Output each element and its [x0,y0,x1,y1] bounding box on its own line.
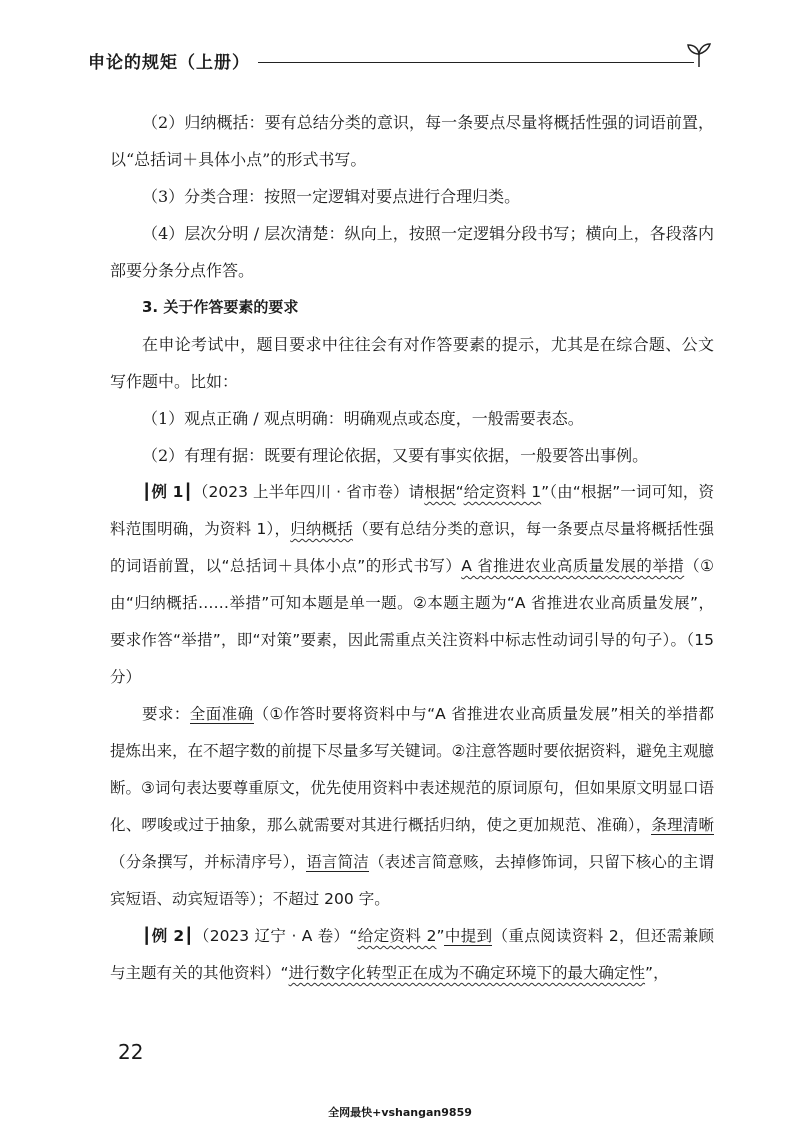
point-1: （1）观点正确 / 观点明确：明确观点或态度，一般需要表态。 [142,409,584,428]
keyword-material-2: 给定资料 2 [357,927,437,945]
req-clear: 条理清晰 [651,816,714,834]
example-1-tag: ┃例 1┃ [142,483,193,501]
example-2-source: （2023 辽宁 · A 卷）“ [193,927,358,945]
example-1-requirements [110,696,714,918]
text-fragment: （重点阅读资料 2，但还需兼顾与主题有关的其他资料）“ [110,927,714,982]
text-fragment: “ [455,483,464,501]
example-1-source: （2023 上半年四川 · 省市卷）请 [192,483,425,501]
requirements-label: 要求： [142,705,190,723]
keyword-summarize: 归纳概括 [290,520,354,538]
item-3: （3）分类合理：按照一定逻辑对要点进行合理归类。 [142,187,521,206]
page-number: 22 [118,1040,144,1064]
req-accurate: 全面准确 [189,705,254,723]
running-header [88,42,712,78]
header-rule [258,62,694,63]
text-fragment: （要有总结分类的意识，每一条要点尽量将概括性强的词语前置，以“总括词＋具体小点”的形式书写） [110,520,714,575]
sprout-icon [686,42,712,68]
keyword-genju: 根据 [424,483,456,501]
text-fragment: ”， [645,964,669,982]
item-2: （2）归纳概括：要有总结分类的意识，每一条要点尽量将概括性强的词语前置，以“总括词＋具体小点”的形式书写。 [110,113,714,169]
text-fragment: （表述言简意赅，去掉修饰词，只留下核心的主谓宾短语、动宾短语等）；不超过 200 字。 [110,853,714,908]
keyword-mentioned: 中提到 [444,927,493,945]
point-2: （2）有理有据：既要有理论依据，又要有事实依据，一般要答出事例。 [142,446,649,465]
text-fragment: （①由“归纳概括……举措”可知本题是单一题。②本题主题为“A 省推进农业高质量发展”，要求作答“举措”，即“对策”要素，因此需重点关注资料中标志性动词引导的句子）。（15 分） [110,557,714,686]
page-body [110,104,714,992]
section-heading: 3. 关于作答要素的要求 [142,298,299,316]
book-title: 申论的规矩（上册） [88,53,250,73]
example-2 [110,918,714,992]
footer-watermark: 全网最快+vshangan9859 [328,1106,472,1119]
text-fragment: ”（由“根据”一词可知，资料范围明确，为资料 1）， [110,483,714,538]
keyword-digital: 进行数字化转型正在成为不确定环境下的最大确定性 [288,964,646,982]
text-fragment: （分条撰写，并标清序号）， [110,853,307,871]
keyword-material: 给定资料 1 [463,483,542,501]
item-4: （4）层次分明 / 层次清楚：纵向上，按照一定逻辑分段书写；横向上，各段落内部要分条分点作答。 [110,224,714,280]
text-fragment: （①作答时要将资料中与“A 省推进农业高质量发展”相关的举措都提炼出来，在不超字数的前提下尽量多写关键词。②注意答题时要依据资料，避免主观臆断。③词句表达要尊重原文，优先使用资料中表述规范的原词原句，但如果原文明显口语化、啰唆或过于抽象，那么就需要对其进行概括归纳，使之更加规范、准确）， [110,705,714,834]
keyword-measures: A 省推进农业高质量发展的举措 [461,557,685,575]
section-intro: 在申论考试中，题目要求中往往会有对作答要素的提示，尤其是在综合题、公文写作题中。比如： [110,335,714,391]
example-1 [110,474,714,696]
req-concise: 语言简洁 [306,853,369,871]
text-fragment: ” [436,927,445,945]
example-2-tag: ┃例 2┃ [142,927,194,945]
